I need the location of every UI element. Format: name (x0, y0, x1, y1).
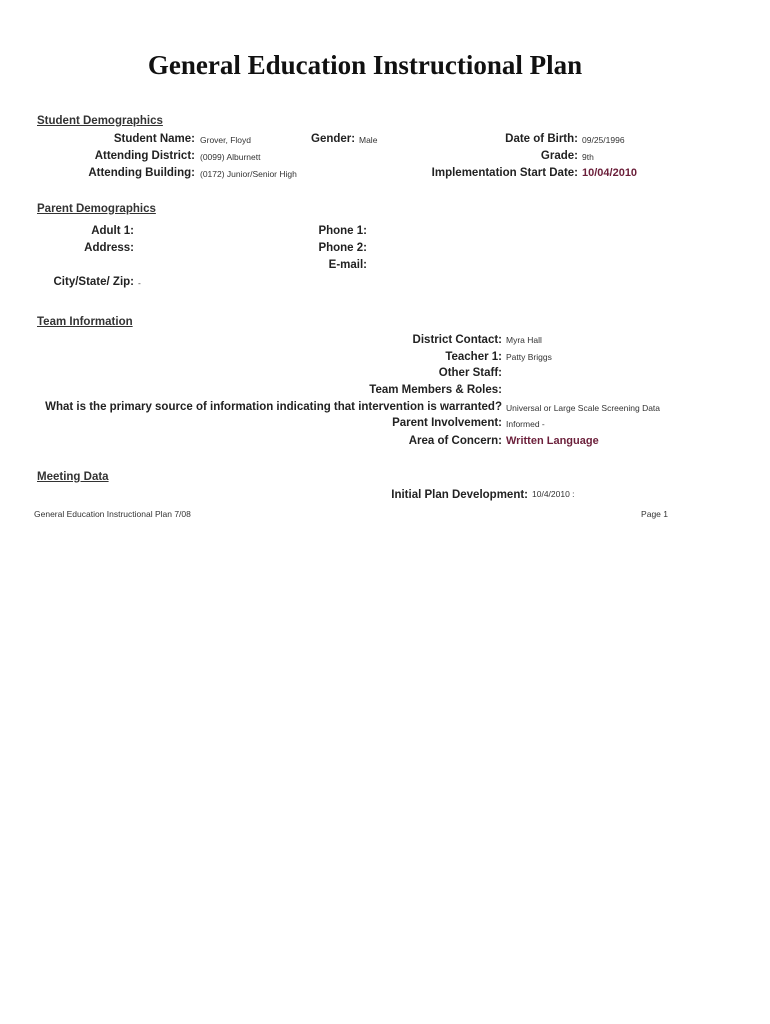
parent-involvement-label: Parent Involvement: (392, 417, 502, 429)
teacher1-label: Teacher 1: (445, 351, 502, 363)
phone2-label: Phone 2: (318, 242, 367, 254)
area-of-concern-value: Written Language (506, 435, 599, 447)
district-label: Attending District: (94, 150, 195, 162)
initial-plan-label: Initial Plan Development: (391, 489, 528, 501)
city-state-zip-value: - (138, 278, 141, 288)
other-staff-label: Other Staff: (438, 367, 502, 379)
dob-value: 09/25/1996 (582, 135, 625, 145)
grade-value: 9th (582, 152, 594, 162)
section-student-demographics: Student Demographics (37, 115, 163, 127)
email-label: E-mail: (328, 259, 367, 271)
building-value: (0172) Junior/Senior High (200, 169, 297, 179)
student-name-value: Grover, Floyd (200, 135, 252, 145)
grade-label: Grade: (540, 150, 578, 162)
district-value: (0099) Alburnett (200, 152, 261, 162)
area-of-concern-label: Area of Concern: (408, 435, 502, 447)
source-question-label: What is the primary source of information indicating that intervention is warranted? (45, 401, 502, 413)
district-contact-label: District Contact: (412, 334, 502, 346)
start-date-label: Implementation Start Date: (431, 167, 578, 179)
section-meeting-data: Meeting Data (37, 471, 109, 483)
section-parent-demographics: Parent Demographics (37, 203, 156, 215)
section-team-information: Team Information (37, 316, 133, 328)
start-date-value: 10/04/2010 (582, 167, 638, 179)
gender-value: Male (359, 135, 378, 145)
dob-label: Date of Birth: (505, 133, 578, 145)
page-title: General Education Instructional Plan (147, 50, 583, 80)
city-state-zip-label: City/State/ Zip: (53, 276, 134, 288)
building-label: Attending Building: (88, 167, 195, 179)
footer-form-id: General Education Instructional Plan 7/08 (34, 509, 191, 519)
district-contact-value: Myra Hall (506, 335, 542, 345)
teacher1-value: Patty Briggs (506, 352, 552, 362)
phone1-label: Phone 1: (318, 225, 367, 237)
student-name-label: Student Name: (113, 133, 195, 145)
team-members-label: Team Members & Roles: (369, 384, 502, 396)
footer-page-number: Page 1 (641, 509, 668, 519)
source-value: Universal or Large Scale Screening Data (506, 403, 661, 413)
parent-involvement-value: Informed - (506, 419, 545, 429)
adult1-label: Adult 1: (91, 225, 134, 237)
address-label: Address: (84, 242, 134, 254)
gender-label: Gender: (311, 133, 356, 145)
initial-plan-value: 10/4/2010 : (532, 489, 575, 499)
